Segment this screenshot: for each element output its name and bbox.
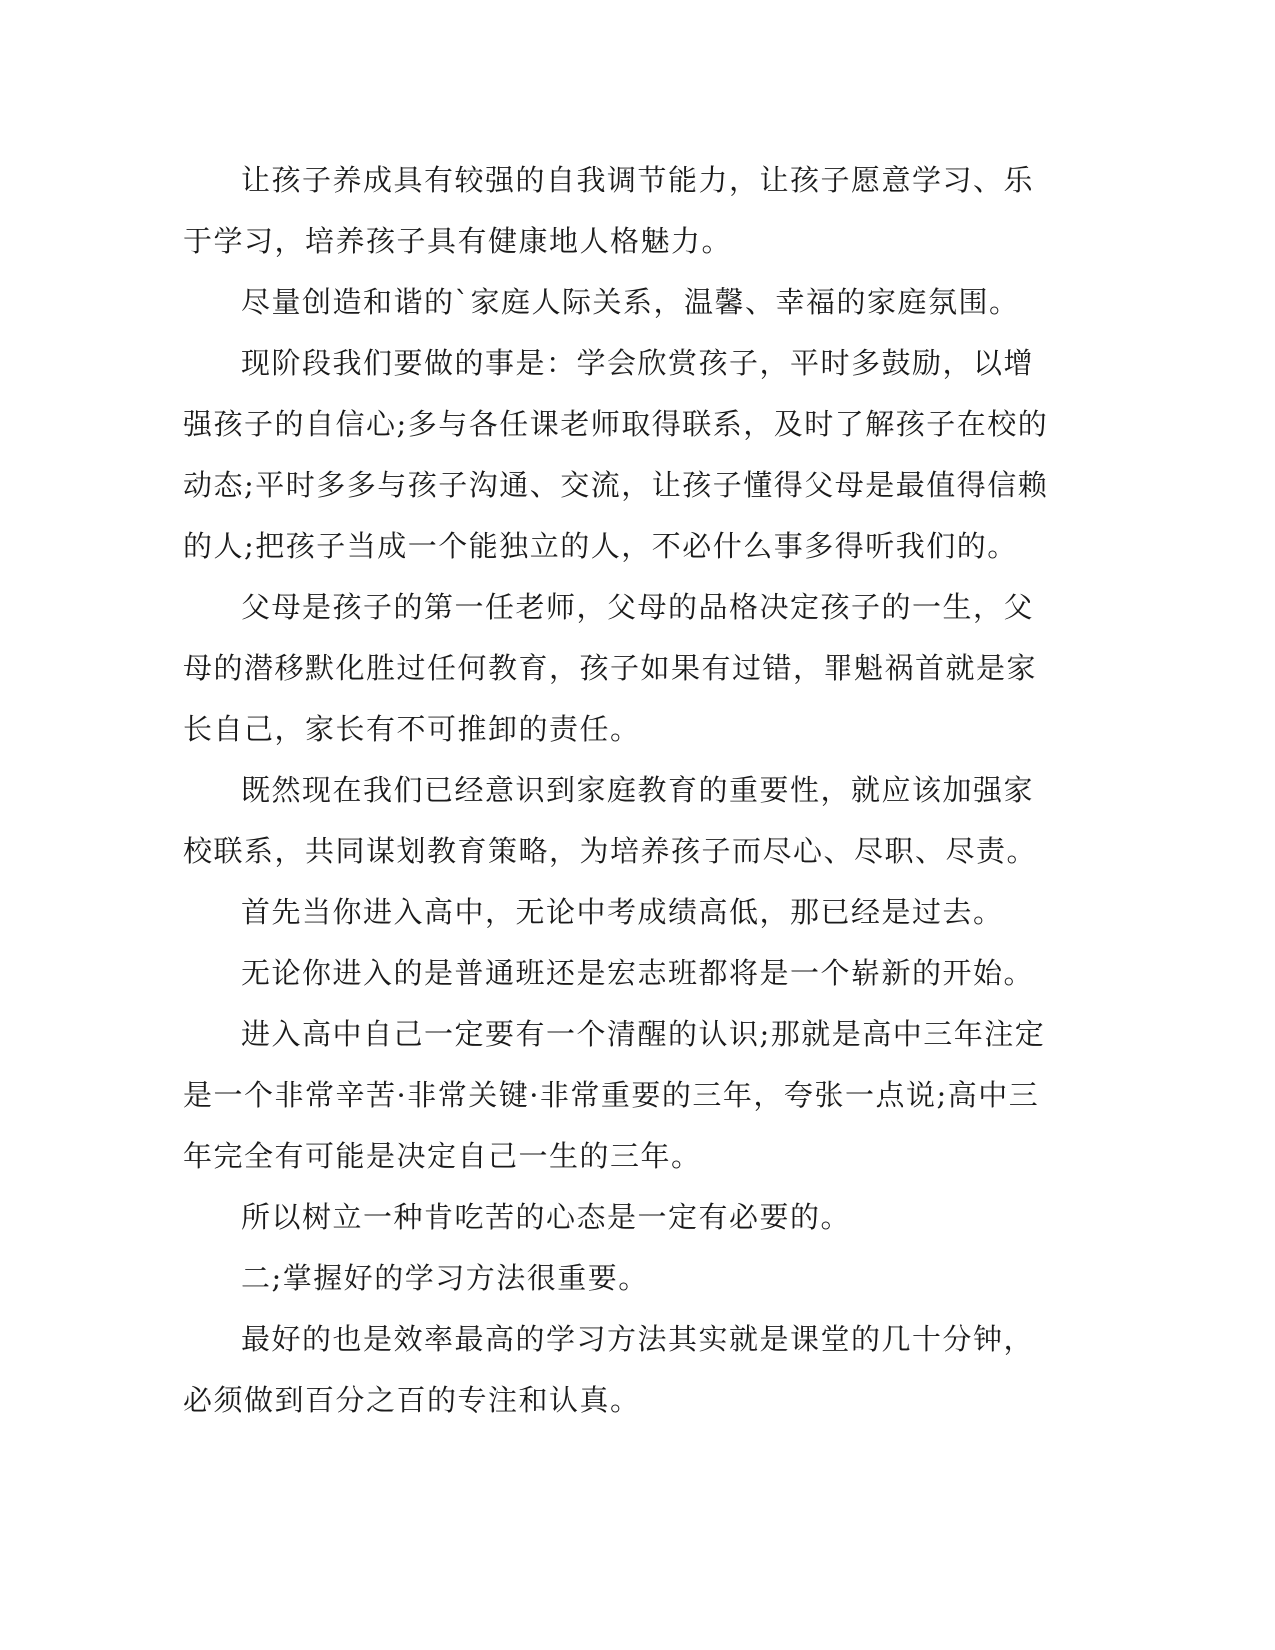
paragraph: 既然现在我们已经意识到家庭教育的重要性，就应该加强家校联系，共同谋划教育策略，为培养孩子而尽心、尽职、尽责。: [183, 773, 1038, 868]
paragraph: 最好的也是效率最高的学习方法其实就是课堂的几十分钟，必须做到百分之百的专注和认真。: [183, 1322, 1035, 1417]
paragraph: 父母是孩子的第一任老师，父母的品格决定孩子的一生，父母的潜移默化胜过任何教育，孩子如果有过错，罪魁祸首就是家长自己，家长有不可推卸的责任。: [183, 590, 1038, 746]
paragraph: 现阶段我们要做的事是：学会欣赏孩子，平时多鼓励，以增强孩子的自信心;多与各任课老师取得联系，及时了解孩子在校的动态;平时多多与孩子沟通、交流，让孩子懂得父母是最值得信赖的人;把孩子当成一个能独立的人，不必什么事多得听我们的。: [183, 346, 1049, 563]
paragraph: 无论你进入的是普通班还是宏志班都将是一个崭新的开始。: [241, 956, 1035, 990]
paragraph: 让孩子养成具有较强的自我调节能力，让孩子愿意学习、乐于学习，培养孩子具有健康地人格魅力。: [183, 163, 1035, 258]
document-body: [183, 150, 1063, 1431]
paragraph: 所以树立一种肯吃苦的心态是一定有必要的。: [241, 1200, 852, 1234]
paragraph: 二;掌握好的学习方法很重要。: [241, 1261, 649, 1295]
paragraph: 首先当你进入高中，无论中考成绩高低，那已经是过去。: [241, 895, 1004, 929]
paragraph: 进入高中自己一定要有一个清醒的认识;那就是高中三年注定是一个非常辛苦·非常关键·非常重要的三年，夸张一点说;高中三年完全有可能是决定自己一生的三年。: [183, 1017, 1046, 1173]
paragraph: 尽量创造和谐的`家庭人际关系，温馨、幸福的家庭氛围。: [241, 285, 1020, 319]
